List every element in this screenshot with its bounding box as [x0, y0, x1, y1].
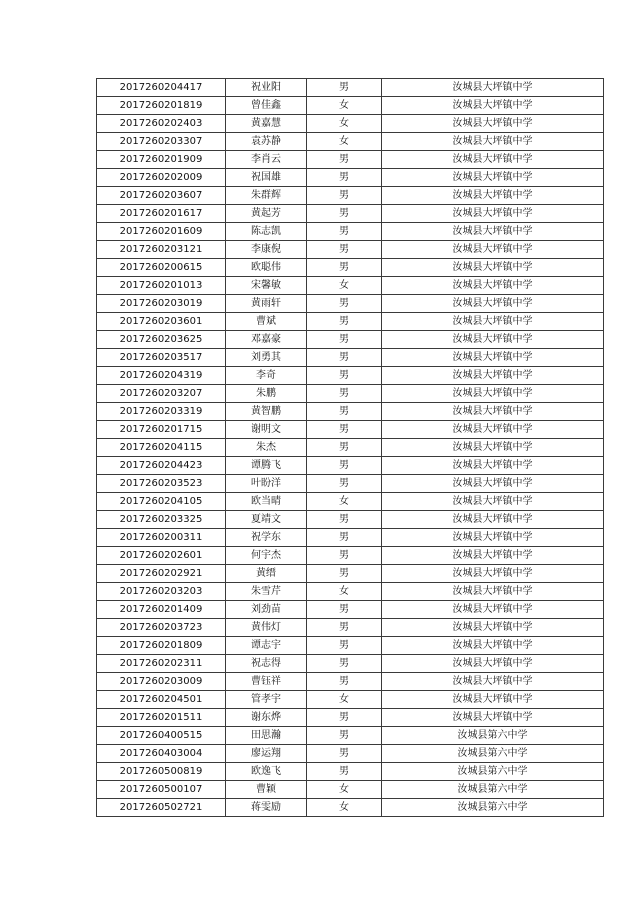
exam-id-cell: 2017260203723 — [97, 619, 226, 637]
exam-id-cell: 2017260203517 — [97, 349, 226, 367]
exam-id-cell: 2017260203625 — [97, 331, 226, 349]
table-row — [97, 421, 604, 439]
student-roster-table — [96, 78, 604, 817]
school-cell: 汝城县大坪镇中学 — [382, 673, 604, 691]
exam-id-cell: 2017260500107 — [97, 781, 226, 799]
table-row — [97, 223, 604, 241]
exam-id-cell: 2017260502721 — [97, 799, 226, 817]
student-name-cell: 曹颖 — [226, 781, 307, 799]
student-name-cell: 祝业阳 — [226, 79, 307, 97]
gender-cell: 男 — [307, 421, 382, 439]
exam-id-cell: 2017260201617 — [97, 205, 226, 223]
student-name-cell: 祝志得 — [226, 655, 307, 673]
exam-id-cell: 2017260201013 — [97, 277, 226, 295]
student-name-cell: 黄伟灯 — [226, 619, 307, 637]
student-name-cell: 李康倪 — [226, 241, 307, 259]
exam-id-cell: 2017260201511 — [97, 709, 226, 727]
gender-cell: 男 — [307, 187, 382, 205]
table-row — [97, 313, 604, 331]
roster-body — [97, 79, 604, 817]
student-name-cell: 黄缙 — [226, 565, 307, 583]
gender-cell: 女 — [307, 133, 382, 151]
gender-cell: 男 — [307, 403, 382, 421]
gender-cell: 男 — [307, 205, 382, 223]
table-row — [97, 79, 604, 97]
gender-cell: 男 — [307, 475, 382, 493]
student-name-cell: 曹钰祥 — [226, 673, 307, 691]
school-cell: 汝城县大坪镇中学 — [382, 583, 604, 601]
school-cell: 汝城县大坪镇中学 — [382, 169, 604, 187]
school-cell: 汝城县大坪镇中学 — [382, 205, 604, 223]
school-cell: 汝城县大坪镇中学 — [382, 367, 604, 385]
student-name-cell: 欧聪伟 — [226, 259, 307, 277]
school-cell: 汝城县大坪镇中学 — [382, 619, 604, 637]
school-cell: 汝城县第六中学 — [382, 781, 604, 799]
gender-cell: 男 — [307, 601, 382, 619]
school-cell: 汝城县大坪镇中学 — [382, 709, 604, 727]
student-name-cell: 朱杰 — [226, 439, 307, 457]
exam-id-cell: 2017260201715 — [97, 421, 226, 439]
table-row — [97, 151, 604, 169]
school-cell: 汝城县大坪镇中学 — [382, 547, 604, 565]
school-cell: 汝城县第六中学 — [382, 745, 604, 763]
gender-cell: 男 — [307, 673, 382, 691]
exam-id-cell: 2017260203121 — [97, 241, 226, 259]
table-row — [97, 511, 604, 529]
table-row — [97, 691, 604, 709]
school-cell: 汝城县第六中学 — [382, 727, 604, 745]
student-name-cell: 李肖云 — [226, 151, 307, 169]
gender-cell: 男 — [307, 547, 382, 565]
table-row — [97, 295, 604, 313]
student-name-cell: 刘勇其 — [226, 349, 307, 367]
table-row — [97, 439, 604, 457]
school-cell: 汝城县大坪镇中学 — [382, 655, 604, 673]
table-row — [97, 547, 604, 565]
school-cell: 汝城县大坪镇中学 — [382, 277, 604, 295]
table-row — [97, 169, 604, 187]
student-name-cell: 朱鹏 — [226, 385, 307, 403]
school-cell: 汝城县大坪镇中学 — [382, 529, 604, 547]
table-row — [97, 133, 604, 151]
exam-id-cell: 2017260204423 — [97, 457, 226, 475]
gender-cell: 男 — [307, 331, 382, 349]
school-cell: 汝城县大坪镇中学 — [382, 691, 604, 709]
school-cell: 汝城县大坪镇中学 — [382, 439, 604, 457]
exam-id-cell: 2017260204501 — [97, 691, 226, 709]
student-name-cell: 田思瀚 — [226, 727, 307, 745]
student-name-cell: 朱雪芹 — [226, 583, 307, 601]
table-row — [97, 727, 604, 745]
table-row — [97, 367, 604, 385]
gender-cell: 男 — [307, 439, 382, 457]
exam-id-cell: 2017260203203 — [97, 583, 226, 601]
gender-cell: 女 — [307, 583, 382, 601]
school-cell: 汝城县大坪镇中学 — [382, 421, 604, 439]
gender-cell: 男 — [307, 295, 382, 313]
exam-id-cell: 2017260201409 — [97, 601, 226, 619]
exam-id-cell: 2017260204105 — [97, 493, 226, 511]
exam-id-cell: 2017260203523 — [97, 475, 226, 493]
gender-cell: 男 — [307, 349, 382, 367]
gender-cell: 女 — [307, 493, 382, 511]
exam-id-cell: 2017260202921 — [97, 565, 226, 583]
student-name-cell: 李奇 — [226, 367, 307, 385]
gender-cell: 男 — [307, 529, 382, 547]
school-cell: 汝城县第六中学 — [382, 799, 604, 817]
gender-cell: 男 — [307, 223, 382, 241]
table-row — [97, 349, 604, 367]
table-row — [97, 709, 604, 727]
student-name-cell: 谢东烨 — [226, 709, 307, 727]
school-cell: 汝城县第六中学 — [382, 763, 604, 781]
student-name-cell: 刘劲苗 — [226, 601, 307, 619]
school-cell: 汝城县大坪镇中学 — [382, 475, 604, 493]
school-cell: 汝城县大坪镇中学 — [382, 187, 604, 205]
student-name-cell: 黄起芳 — [226, 205, 307, 223]
gender-cell: 女 — [307, 691, 382, 709]
table-row — [97, 331, 604, 349]
gender-cell: 男 — [307, 151, 382, 169]
school-cell: 汝城县大坪镇中学 — [382, 133, 604, 151]
student-name-cell: 朱群辉 — [226, 187, 307, 205]
student-name-cell: 黄嘉慧 — [226, 115, 307, 133]
student-name-cell: 欧逸飞 — [226, 763, 307, 781]
table-row — [97, 475, 604, 493]
table-row — [97, 565, 604, 583]
exam-id-cell: 2017260203601 — [97, 313, 226, 331]
school-cell: 汝城县大坪镇中学 — [382, 223, 604, 241]
school-cell: 汝城县大坪镇中学 — [382, 637, 604, 655]
exam-id-cell: 2017260400515 — [97, 727, 226, 745]
school-cell: 汝城县大坪镇中学 — [382, 151, 604, 169]
table-row — [97, 385, 604, 403]
exam-id-cell: 2017260201809 — [97, 637, 226, 655]
table-row — [97, 637, 604, 655]
student-name-cell: 陈志凯 — [226, 223, 307, 241]
gender-cell: 男 — [307, 727, 382, 745]
student-name-cell: 宋馨敏 — [226, 277, 307, 295]
gender-cell: 男 — [307, 367, 382, 385]
table-row — [97, 745, 604, 763]
student-name-cell: 管孝宇 — [226, 691, 307, 709]
student-name-cell: 何宇杰 — [226, 547, 307, 565]
gender-cell: 男 — [307, 655, 382, 673]
exam-id-cell: 2017260204417 — [97, 79, 226, 97]
exam-id-cell: 2017260403004 — [97, 745, 226, 763]
school-cell: 汝城县大坪镇中学 — [382, 295, 604, 313]
table-row — [97, 277, 604, 295]
gender-cell: 男 — [307, 565, 382, 583]
school-cell: 汝城县大坪镇中学 — [382, 403, 604, 421]
student-name-cell: 夏靖文 — [226, 511, 307, 529]
gender-cell: 男 — [307, 169, 382, 187]
table-row — [97, 799, 604, 817]
table-row — [97, 259, 604, 277]
table-row — [97, 97, 604, 115]
gender-cell: 男 — [307, 763, 382, 781]
gender-cell: 女 — [307, 277, 382, 295]
exam-id-cell: 2017260200311 — [97, 529, 226, 547]
gender-cell: 男 — [307, 619, 382, 637]
school-cell: 汝城县大坪镇中学 — [382, 313, 604, 331]
exam-id-cell: 2017260203319 — [97, 403, 226, 421]
exam-id-cell: 2017260201819 — [97, 97, 226, 115]
table-row — [97, 673, 604, 691]
gender-cell: 女 — [307, 781, 382, 799]
gender-cell: 女 — [307, 115, 382, 133]
student-name-cell: 曾佳鑫 — [226, 97, 307, 115]
exam-id-cell: 2017260204319 — [97, 367, 226, 385]
gender-cell: 男 — [307, 457, 382, 475]
school-cell: 汝城县大坪镇中学 — [382, 115, 604, 133]
gender-cell: 男 — [307, 79, 382, 97]
exam-id-cell: 2017260204115 — [97, 439, 226, 457]
student-name-cell: 祝国雄 — [226, 169, 307, 187]
exam-id-cell: 2017260202009 — [97, 169, 226, 187]
student-name-cell: 谭腾飞 — [226, 457, 307, 475]
gender-cell: 男 — [307, 259, 382, 277]
table-row — [97, 187, 604, 205]
table-row — [97, 403, 604, 421]
exam-id-cell: 2017260203325 — [97, 511, 226, 529]
exam-id-cell: 2017260201609 — [97, 223, 226, 241]
table-row — [97, 763, 604, 781]
student-name-cell: 黄智鹏 — [226, 403, 307, 421]
exam-id-cell: 2017260200615 — [97, 259, 226, 277]
student-name-cell: 叶盼洋 — [226, 475, 307, 493]
table-row — [97, 601, 604, 619]
exam-id-cell: 2017260202601 — [97, 547, 226, 565]
gender-cell: 女 — [307, 97, 382, 115]
gender-cell: 男 — [307, 241, 382, 259]
exam-id-cell: 2017260202311 — [97, 655, 226, 673]
student-name-cell: 袁苏静 — [226, 133, 307, 151]
exam-id-cell: 2017260203207 — [97, 385, 226, 403]
table-row — [97, 583, 604, 601]
table-row — [97, 529, 604, 547]
gender-cell: 男 — [307, 709, 382, 727]
student-name-cell: 黄雨轩 — [226, 295, 307, 313]
student-name-cell: 祝学东 — [226, 529, 307, 547]
exam-id-cell: 2017260203307 — [97, 133, 226, 151]
table-row — [97, 619, 604, 637]
exam-id-cell: 2017260202403 — [97, 115, 226, 133]
school-cell: 汝城县大坪镇中学 — [382, 493, 604, 511]
table-row — [97, 493, 604, 511]
school-cell: 汝城县大坪镇中学 — [382, 457, 604, 475]
school-cell: 汝城县大坪镇中学 — [382, 79, 604, 97]
student-name-cell: 邓嘉豪 — [226, 331, 307, 349]
school-cell: 汝城县大坪镇中学 — [382, 349, 604, 367]
school-cell: 汝城县大坪镇中学 — [382, 331, 604, 349]
student-name-cell: 廖运翔 — [226, 745, 307, 763]
gender-cell: 男 — [307, 385, 382, 403]
exam-id-cell: 2017260500819 — [97, 763, 226, 781]
gender-cell: 男 — [307, 511, 382, 529]
gender-cell: 男 — [307, 637, 382, 655]
school-cell: 汝城县大坪镇中学 — [382, 601, 604, 619]
gender-cell: 男 — [307, 313, 382, 331]
school-cell: 汝城县大坪镇中学 — [382, 565, 604, 583]
table-row — [97, 655, 604, 673]
exam-id-cell: 2017260203009 — [97, 673, 226, 691]
gender-cell: 男 — [307, 745, 382, 763]
student-name-cell: 谢明文 — [226, 421, 307, 439]
student-name-cell: 曹斌 — [226, 313, 307, 331]
student-name-cell: 欧当晴 — [226, 493, 307, 511]
exam-id-cell: 2017260203607 — [97, 187, 226, 205]
table-row — [97, 457, 604, 475]
school-cell: 汝城县大坪镇中学 — [382, 385, 604, 403]
table-row — [97, 781, 604, 799]
table-row — [97, 115, 604, 133]
school-cell: 汝城县大坪镇中学 — [382, 511, 604, 529]
school-cell: 汝城县大坪镇中学 — [382, 241, 604, 259]
exam-id-cell: 2017260203019 — [97, 295, 226, 313]
school-cell: 汝城县大坪镇中学 — [382, 259, 604, 277]
student-name-cell: 谭志宇 — [226, 637, 307, 655]
table-row — [97, 241, 604, 259]
gender-cell: 女 — [307, 799, 382, 817]
student-name-cell: 蒋雯励 — [226, 799, 307, 817]
table-row — [97, 205, 604, 223]
exam-id-cell: 2017260201909 — [97, 151, 226, 169]
school-cell: 汝城县大坪镇中学 — [382, 97, 604, 115]
